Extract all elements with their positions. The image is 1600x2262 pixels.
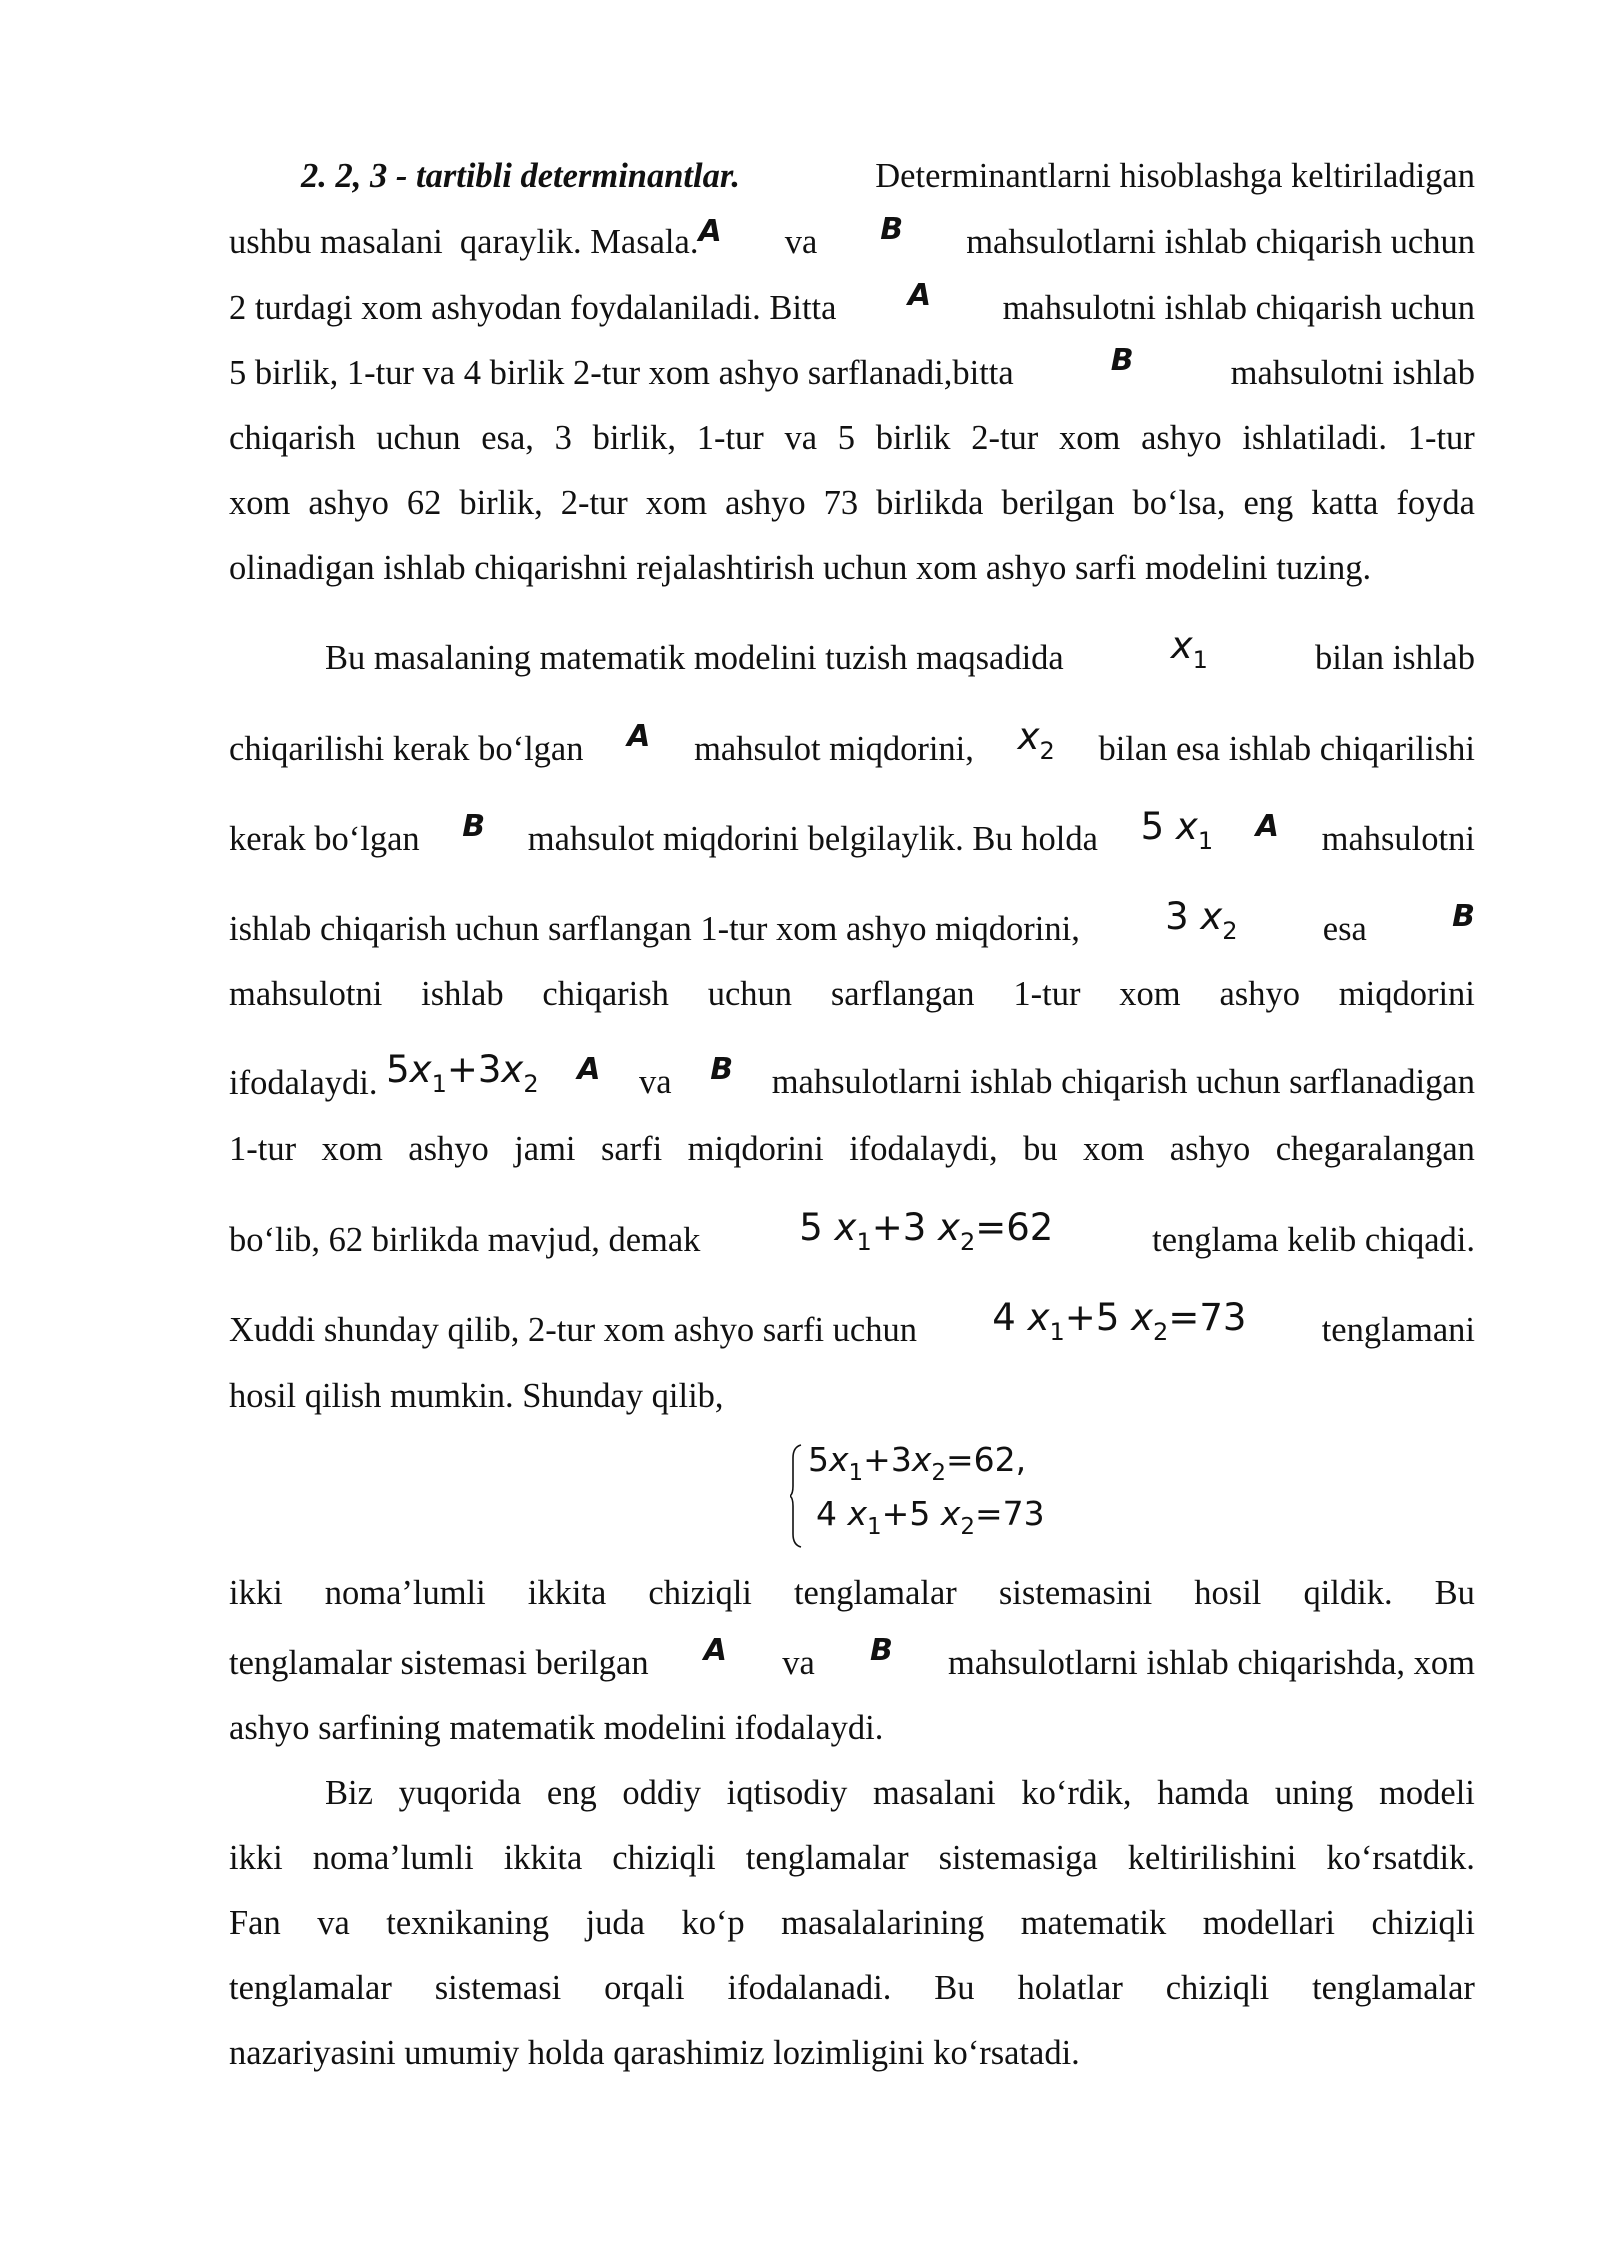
var-A: A [1255, 809, 1279, 844]
p2-line-1 [229, 624, 1475, 694]
word: xom [229, 484, 291, 522]
word: chegaralangan [1275, 1130, 1475, 1168]
var-B: B [869, 1633, 893, 1668]
p4-line-5 [229, 2031, 1475, 2075]
p3-line-2 [229, 1633, 1475, 1685]
var-B: B [880, 212, 904, 247]
text: bo‘lib, 62 birlikda mavjud, demak [229, 1221, 701, 1259]
word: noma’lumli [324, 1574, 486, 1612]
word: tenglamalar [745, 1839, 909, 1877]
word: mahsulotni [229, 975, 383, 1013]
text: mahsulotni [1321, 820, 1475, 858]
text: ashyo sarfining matematik modelini ifodalaydi. [229, 1709, 884, 1747]
word: qildik. [1303, 1574, 1393, 1612]
p1-line-3 [229, 278, 1475, 330]
word: Bu [934, 1969, 975, 2007]
word: Bu [1434, 1574, 1475, 1612]
word: miqdorini [1338, 975, 1475, 1013]
word: ikki [229, 1839, 283, 1877]
word: tenglamalar [229, 1969, 392, 2007]
word: juda [585, 1904, 645, 1942]
word: 1-tur [696, 419, 764, 457]
text [229, 1571, 1475, 1615]
word: ikkita [527, 1574, 607, 1612]
word: uchun [376, 419, 461, 457]
word: 2-tur [560, 484, 628, 522]
word: xom [1119, 975, 1181, 1013]
word: sarflangan [830, 975, 975, 1013]
var-A: A [698, 214, 722, 249]
text: va [784, 223, 818, 261]
var-A: A [577, 1052, 601, 1087]
p2-line-8 [229, 1206, 1475, 1276]
var-B: B [1452, 899, 1475, 934]
text: mahsulotni ishlab chiqarish uchun [1002, 289, 1475, 327]
word: masalalarining [781, 1904, 985, 1942]
p4-line-4 [229, 1966, 1475, 2010]
left-brace-icon [790, 1444, 802, 1548]
text: va [639, 1063, 672, 1101]
text: bilan ishlab [1314, 639, 1475, 677]
word: tenglamalar [793, 1574, 957, 1612]
word: oddiy [622, 1774, 701, 1812]
text: tenglama kelib chiqadi. [1152, 1221, 1475, 1259]
word: matematik [1020, 1904, 1167, 1942]
var-A: A [907, 278, 932, 313]
var-B: B [1110, 343, 1134, 378]
word: 2-tur [971, 419, 1039, 457]
text: ishlab chiqarish uchun sarflangan 1-tur xom ashyo miqdorini, [229, 910, 1080, 948]
word: 5 [837, 419, 856, 457]
word: bo‘lsa, [1132, 484, 1226, 522]
word: modeli [1379, 1774, 1475, 1812]
section-heading: 2. 2, 3 - tartibli determinantlar. [301, 157, 740, 195]
p3-line-3 [229, 1706, 1475, 1750]
p4-line-2 [229, 1836, 1475, 1880]
word: 1-tur [1407, 419, 1475, 457]
word: sistemasini [998, 1574, 1153, 1612]
word: jami [514, 1130, 576, 1168]
word: ashyo [1169, 1130, 1251, 1168]
text: bilan esa ishlab chiqarilishi [1098, 730, 1475, 768]
text: Determinantlarni hisoblashga keltiriladigan [875, 157, 1475, 195]
equation-1-inline: 5 $x_1+3$ $x_2=62$ [799, 1206, 1054, 1256]
text: mahsulot miqdorini belgilaylik. Bu holda [527, 820, 1098, 858]
word: tenglamalar [1312, 1969, 1475, 2007]
word: ifodalaydi, [849, 1130, 998, 1168]
word: Fan [229, 1904, 281, 1942]
text: mahsulot miqdorini, [694, 730, 974, 768]
word: birlikda [876, 484, 984, 522]
text: ifodalaydi. [229, 1064, 378, 1102]
p1-line-7 [229, 546, 1475, 590]
p2-line-7 [229, 1127, 1475, 1171]
text: mahsulotlarni ishlab chiqarishda, xom [947, 1644, 1475, 1682]
p3-line-1 [229, 1571, 1475, 1615]
word: ashyo [308, 484, 389, 522]
word: ishlab [421, 975, 504, 1013]
word: masalani [873, 1774, 996, 1812]
text: nazariyasini umumiy holda qarashimiz lozimligini ko‘rsatadi. [229, 2034, 1080, 2072]
word: uchun [707, 975, 793, 1013]
word: Biz [325, 1774, 373, 1812]
word: ashyo [408, 1130, 489, 1168]
system-equation-1: $5x_1+3x_2=62$, [808, 1440, 1027, 1486]
text: va [782, 1644, 815, 1682]
text [229, 416, 1475, 460]
var-A: A [703, 1633, 728, 1668]
p2-line-2 [229, 715, 1475, 785]
word: ifodalanadi. [727, 1969, 892, 2007]
word: chiziqli [1165, 1969, 1270, 2007]
word: eng [1243, 484, 1294, 522]
word: foyda [1396, 484, 1475, 522]
word: 3 [554, 419, 572, 457]
p2-line-10 [229, 1374, 1475, 1418]
word: katta [1311, 484, 1379, 522]
text: Bu masalaning matematik modelini tuzish maqsadida [325, 639, 1064, 677]
p4-line-3 [229, 1901, 1475, 1945]
text [325, 1771, 1475, 1815]
word: xom [321, 1130, 383, 1168]
text [229, 1901, 1475, 1945]
p1-line-6 [229, 481, 1475, 525]
text: mahsulotni ishlab [1230, 354, 1475, 392]
word: ashyo [1219, 975, 1300, 1013]
word: orqali [604, 1969, 685, 2007]
system-equation-2: 4 $x_1+5$ $x_2=73$ [816, 1494, 1045, 1540]
math-3x2: 3 $x_2$ [1165, 895, 1238, 945]
text [229, 1127, 1475, 1171]
word: birlik, [459, 484, 543, 522]
text: mahsulotlarni ishlab chiqarish uchun sarflanadigan [771, 1063, 1475, 1101]
word: esa, [481, 419, 534, 457]
word: holatlar [1017, 1969, 1123, 2007]
word: ko‘rsatdik. [1326, 1839, 1475, 1877]
word: birlik [875, 419, 951, 457]
p2-line-9 [229, 1296, 1475, 1366]
word: birlik, [592, 419, 676, 457]
word: hosil [1194, 1574, 1262, 1612]
p2-line-6 [229, 1048, 1475, 1118]
text [229, 972, 1475, 1016]
p1-line-2 [229, 212, 1475, 266]
text [229, 481, 1475, 525]
word: bu [1023, 1130, 1058, 1168]
text: tenglamalar sistemasi berilgan [229, 1644, 649, 1682]
word: 73 [823, 484, 859, 522]
word: ishlatiladi. [1242, 419, 1388, 457]
word: sarfi [600, 1130, 663, 1168]
word: va [784, 419, 818, 457]
text: kerak bo‘lgan [229, 820, 420, 858]
text: olinadigan ishlab chiqarishni rejalashtirish uchun xom ashyo sarfi modelini tuzing. [229, 549, 1372, 587]
word: texnikaning [386, 1904, 550, 1942]
p4-line-1 [229, 1771, 1475, 1815]
math-5x1-plus-3x2: $5x_1+3x_2$ [386, 1048, 539, 1098]
word: keltirilishini [1127, 1839, 1297, 1877]
word: chiziqli [1371, 1904, 1475, 1942]
p1-line-4 [229, 343, 1475, 395]
p2-line-4 [229, 895, 1475, 965]
word: ko‘rdik, [1021, 1774, 1132, 1812]
word: noma’lumli [312, 1839, 474, 1877]
text: Xuddi shunday qilib, 2-tur xom ashyo sarfi uchun [229, 1311, 917, 1349]
word: ikkita [503, 1839, 583, 1877]
word: va [317, 1904, 350, 1942]
p2-line-5 [229, 972, 1475, 1016]
word: ko‘p [681, 1904, 745, 1942]
word: modellari [1202, 1904, 1335, 1942]
word: ashyo [725, 484, 806, 522]
word: miqdorini [687, 1130, 824, 1168]
word: sistemasiga [938, 1839, 1098, 1877]
word: 1-tur [229, 1130, 297, 1168]
var-A: A [627, 719, 651, 754]
text: 5 birlik, 1-tur va 4 birlik 2-tur xom ashyo sarflanadi,bitta [229, 354, 1014, 392]
text: mahsulotlarni ishlab chiqarish uchun [966, 223, 1475, 261]
text: esa [1322, 910, 1367, 948]
text: hosil qilish mumkin. Shunday qilib, [229, 1377, 724, 1415]
text: tenglamani [1321, 1311, 1475, 1349]
p2-line-3 [229, 805, 1475, 875]
var-B: B [462, 809, 486, 844]
word: yuqorida [398, 1774, 522, 1812]
word: 1-tur [1013, 975, 1081, 1013]
var-B: B [710, 1052, 734, 1087]
text: 2 turdagi xom ashyodan foydalaniladi. Bitta [229, 289, 837, 327]
text: ushbu masalani qaraylik. Masala. [229, 223, 699, 261]
p1-line-5 [229, 416, 1475, 460]
word: 62 [406, 484, 442, 522]
word: berilgan [1001, 484, 1115, 522]
word: eng [546, 1774, 597, 1812]
equation-2-inline: 4 $x_1+5$ $x_2=73$ [992, 1296, 1247, 1346]
word: chiqarish [229, 419, 356, 457]
math-5x1: 5 $x_1$ [1140, 805, 1214, 855]
word: chiqarish [542, 975, 669, 1013]
word: sistemasi [434, 1969, 562, 2007]
text [229, 1836, 1475, 1880]
word: uning [1274, 1774, 1354, 1812]
word: ashyo [1141, 419, 1222, 457]
word: ikki [229, 1574, 283, 1612]
text: chiqarilishi kerak bo‘lgan [229, 730, 584, 768]
math-x1: $x_1$ [1170, 624, 1208, 674]
word: xom [645, 484, 708, 522]
word: chiziqli [612, 1839, 716, 1877]
text [229, 1966, 1475, 2010]
word: xom [1083, 1130, 1145, 1168]
word: chiziqli [648, 1574, 752, 1612]
word: iqtisodiy [726, 1774, 848, 1812]
math-x2: $x_2$ [1017, 715, 1055, 765]
word: xom [1059, 419, 1121, 457]
p1-line-1 [229, 154, 1475, 198]
word: hamda [1157, 1774, 1250, 1812]
